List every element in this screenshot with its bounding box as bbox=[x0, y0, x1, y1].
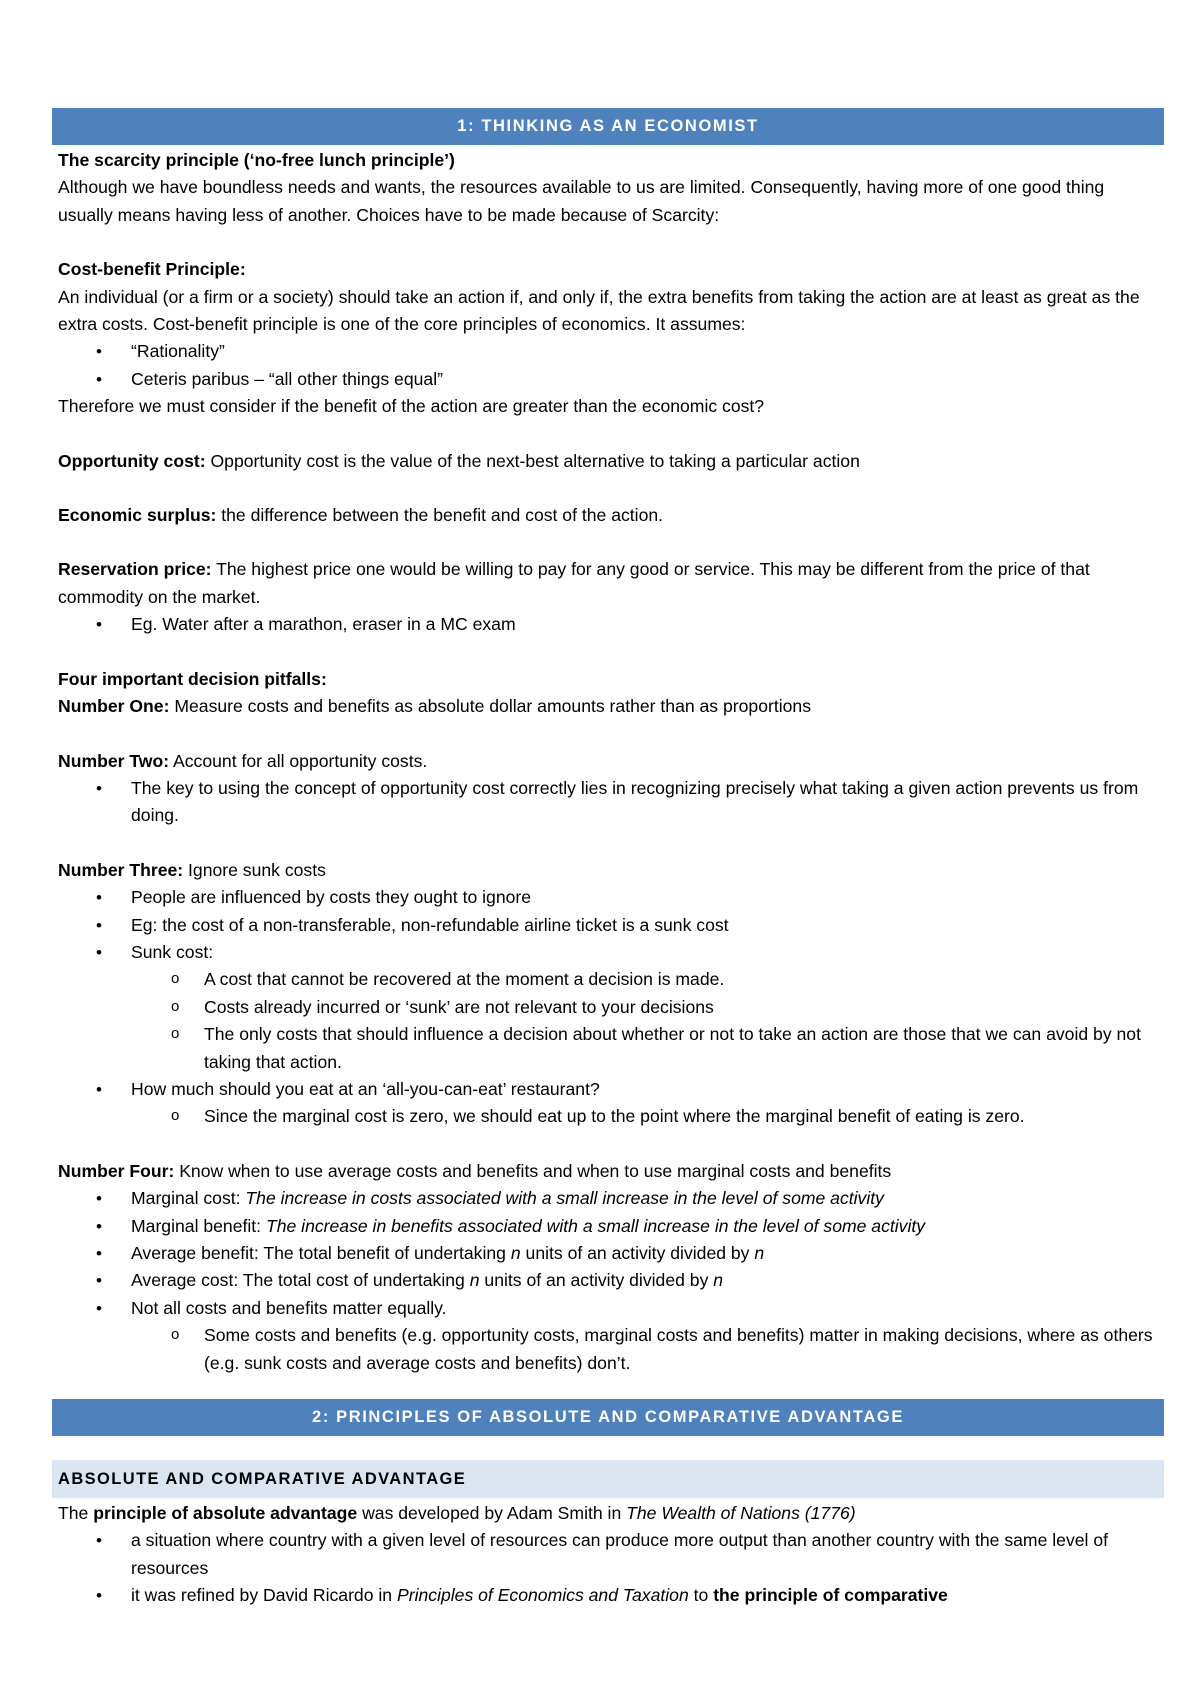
list-item: • Eg: the cost of a non-transferable, non-refundable airline ticket is a sunk cost bbox=[58, 912, 1158, 939]
list-item: • Ceteris paribus – “all other things equal” bbox=[58, 366, 1158, 393]
absolute-advantage-term: principle of absolute advantage bbox=[93, 1503, 358, 1524]
pitfall-two-text: Account for all opportunity costs. bbox=[169, 750, 428, 771]
pitfall-two bbox=[58, 748, 1158, 775]
pitfall-two-term: Number Two: bbox=[58, 750, 170, 771]
book-title: The Wealth of Nations (1776) bbox=[626, 1503, 856, 1524]
average-benefit-text: units of an activity divided by bbox=[520, 1243, 755, 1263]
document-content bbox=[58, 108, 1158, 1610]
list-item: o Costs already incurred or ‘sunk’ are not relevant to your decisions bbox=[58, 994, 1158, 1021]
opportunity-cost-term: Opportunity cost: bbox=[58, 450, 206, 471]
opportunity-cost-text: Opportunity cost is the value of the next-best alternative to taking a particular action bbox=[205, 450, 860, 471]
n-variable: n bbox=[754, 1243, 765, 1263]
list-item bbox=[58, 1185, 1158, 1212]
n-variable: n bbox=[469, 1270, 480, 1291]
pitfall-three bbox=[58, 857, 1158, 884]
list-item: • a situation where country with a given level of resources can produce more output than another country with the same level of resources bbox=[58, 1527, 1158, 1582]
cost-benefit-assumptions bbox=[58, 338, 1158, 393]
list-item: o Since the marginal cost is zero, we should eat up to the point where the marginal benefit of eating is zero. bbox=[58, 1103, 1158, 1130]
list-item bbox=[58, 1295, 1158, 1377]
pitfall-three-term: Number Three: bbox=[58, 859, 184, 880]
opportunity-cost-definition bbox=[58, 448, 1158, 475]
economic-surplus-definition bbox=[58, 502, 1158, 529]
average-benefit-text: Average benefit: The total benefit of undertaking bbox=[131, 1243, 511, 1263]
absolute-advantage-intro bbox=[58, 1500, 1158, 1527]
pitfall-four bbox=[58, 1158, 1158, 1185]
list-item bbox=[58, 1582, 1158, 1609]
economic-surplus-term: Economic surplus: bbox=[58, 505, 217, 526]
intro-text: was developed by Adam Smith in bbox=[357, 1503, 627, 1524]
buffet-question: How much should you eat at an ‘all-you-can-eat’ restaurant? bbox=[131, 1078, 600, 1099]
reservation-price-definition bbox=[58, 556, 1158, 611]
average-cost-text: Average cost: The total cost of undertaking bbox=[131, 1270, 470, 1291]
marginal-benefit-label: Marginal benefit: bbox=[131, 1215, 266, 1236]
intro-text: The bbox=[58, 1503, 94, 1524]
pitfalls-heading: Four important decision pitfalls: bbox=[58, 668, 327, 689]
n-variable: n bbox=[713, 1270, 724, 1291]
list-item: • People are influenced by costs they ought to ignore bbox=[58, 884, 1158, 911]
pitfall-three-list bbox=[58, 884, 1158, 1131]
list-item: o The only costs that should influence a decision about whether or not to take an action are those that we can avoid by not taking that action. bbox=[58, 1021, 1158, 1076]
pitfall-two-list bbox=[58, 775, 1158, 830]
buffet-sublist bbox=[131, 1103, 1158, 1130]
ricardo-text: to bbox=[688, 1585, 714, 1606]
pitfall-three-text: Ignore sunk costs bbox=[183, 859, 326, 880]
ricardo-text: it was refined by David Ricardo in bbox=[131, 1585, 397, 1606]
cost-benefit-text: An individual (or a firm or a society) should take an action if, and only if, the extra benefits from taking the action are at least as great as the extra costs. Cost-benefit principle is one of the core principles of economics. It assumes: bbox=[58, 286, 1140, 335]
n-variable: n bbox=[510, 1243, 521, 1263]
absolute-advantage-list bbox=[58, 1527, 1158, 1609]
section-1-banner: 1: THINKING AS AN ECONOMIST bbox=[52, 108, 1164, 145]
book-title: Principles of Economics and Taxation bbox=[396, 1585, 689, 1606]
list-item: • “Rationality” bbox=[58, 338, 1158, 365]
section-2-banner: 2: PRINCIPLES OF ABSOLUTE AND COMPARATIVE ADVANTAGE bbox=[52, 1399, 1164, 1436]
reservation-price-text: The highest price one would be willing to pay for any good or service. This may be different from the price of that commodity on the market. bbox=[58, 559, 1090, 607]
cost-benefit-conclusion: Therefore we must consider if the benefit of the action are greater than the economic cost? bbox=[58, 396, 765, 417]
list-item bbox=[58, 1076, 1158, 1131]
pitfall-four-term: Number Four: bbox=[58, 1160, 175, 1181]
marginal-cost-definition: The increase in costs associated with a small increase in the level of some activity bbox=[245, 1188, 884, 1209]
list-item bbox=[58, 1240, 1158, 1267]
section-2-subheading: ABSOLUTE AND COMPARATIVE ADVANTAGE bbox=[52, 1460, 1164, 1498]
list-item bbox=[58, 1213, 1158, 1240]
not-all-costs-text: Not all costs and benefits matter equally. bbox=[131, 1297, 447, 1318]
list-item bbox=[58, 939, 1158, 1076]
list-item: • The key to using the concept of opportunity cost correctly lies in recognizing precisely what taking a given action prevents us from doing. bbox=[58, 775, 1158, 830]
list-item: o Some costs and benefits (e.g. opportunity costs, marginal costs and benefits) matter in making decisions, where as others (e.g. sunk costs and average costs and benefits) don’t. bbox=[58, 1322, 1158, 1377]
comparative-advantage-term: the principle of comparative bbox=[713, 1585, 948, 1606]
list-item: o A cost that cannot be recovered at the moment a decision is made. bbox=[58, 966, 1158, 993]
reservation-price-examples bbox=[58, 611, 1158, 638]
marginal-cost-label: Marginal cost: bbox=[131, 1188, 246, 1209]
pitfall-one-term: Number One: bbox=[58, 696, 170, 717]
cost-benefit-heading: Cost-benefit Principle: bbox=[58, 259, 246, 280]
pitfall-one-text: Measure costs and benefits as absolute dollar amounts rather than as proportions bbox=[169, 696, 812, 717]
pitfall-four-text: Know when to use average costs and benefits and when to use marginal costs and benefits bbox=[174, 1160, 892, 1181]
not-all-costs-sublist bbox=[131, 1322, 1158, 1377]
marginal-benefit-definition: The increase in benefits associated with a small increase in the level of some activity bbox=[265, 1215, 926, 1236]
pitfall-four-list bbox=[58, 1185, 1158, 1377]
sunk-cost-sublist bbox=[131, 966, 1158, 1076]
list-item bbox=[58, 1267, 1158, 1294]
scarcity-heading: The scarcity principle (‘no-free lunch principle’) bbox=[58, 150, 455, 170]
reservation-price-term: Reservation price: bbox=[58, 559, 212, 580]
pitfall-one bbox=[58, 693, 1158, 720]
list-item: • Eg. Water after a marathon, eraser in a MC exam bbox=[58, 611, 1158, 638]
economic-surplus-text: the difference between the benefit and cost of the action. bbox=[216, 505, 664, 526]
average-cost-text: units of an activity divided by bbox=[479, 1270, 714, 1291]
sunk-cost-label: Sunk cost: bbox=[131, 941, 214, 962]
scarcity-text: Although we have boundless needs and wants, the resources available to us are limited. Consequently, having more of one good thing usually means having less of another. Choices have to be made because of Scarcity: bbox=[58, 177, 1105, 225]
